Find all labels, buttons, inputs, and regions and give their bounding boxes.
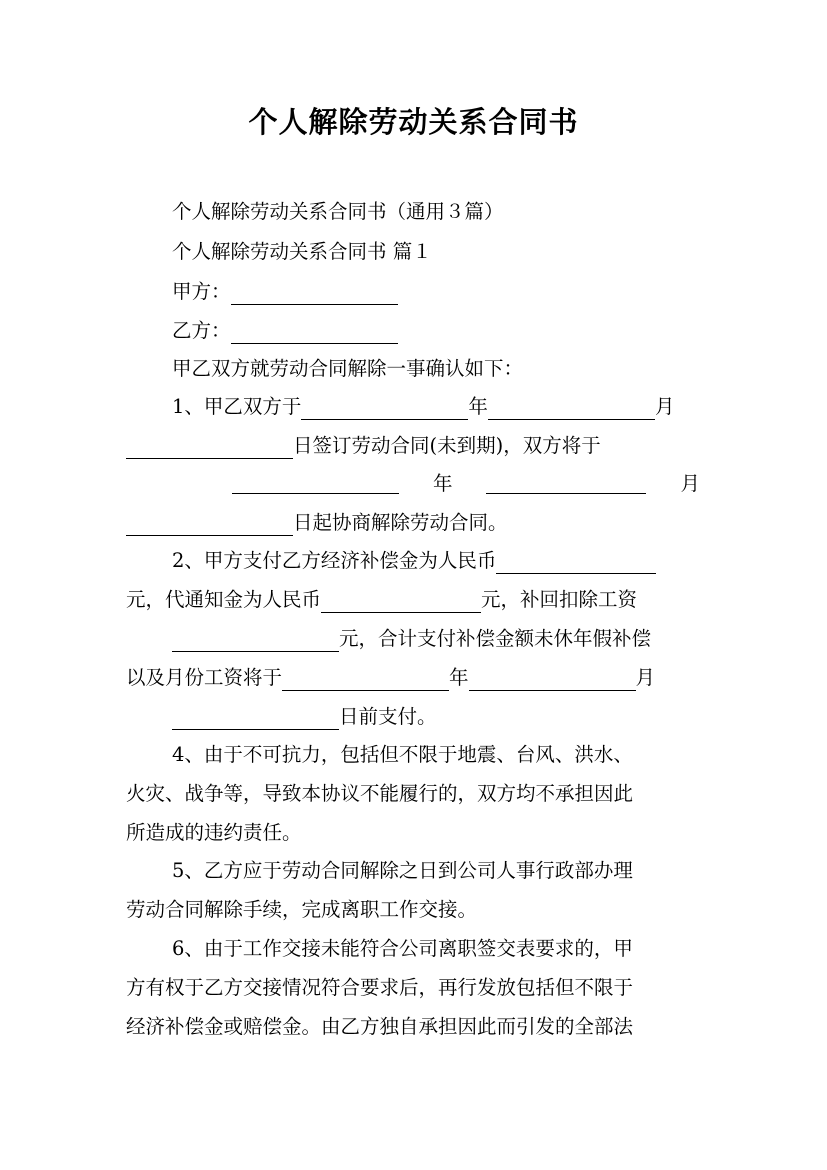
- text: 年: [449, 666, 469, 689]
- clause-5-line-1: [172, 858, 633, 884]
- text: 个人解除劳动关系合同书 篇１: [172, 240, 432, 263]
- text: 火灾、战争等，导致本协议不能履行的，双方均不承担因此: [126, 782, 634, 805]
- clause-2-line-5: [172, 704, 437, 730]
- blank: [282, 668, 449, 691]
- clause-6-line-3: [126, 1014, 633, 1040]
- clause-5-line-2: [126, 897, 477, 923]
- clause-6-line-1: [172, 936, 633, 962]
- clause-2-line-3: [172, 626, 651, 652]
- text: 个人解除劳动关系合同书（通用３篇）: [172, 200, 504, 223]
- blank: [126, 436, 293, 459]
- blank: [172, 707, 339, 730]
- party-b-line: [172, 318, 398, 344]
- blank: [469, 668, 636, 691]
- clause-1-line-1: [172, 394, 674, 420]
- text: 方有权于乙方交接情况符合要求后，再行发放包括但不限于: [126, 976, 634, 999]
- text: 4、由于不可抗力，包括但不限于地震、台风、洪水、: [172, 743, 633, 766]
- text: 经济补偿金或赔偿金。由乙方独自承担因此而引发的全部法: [126, 1015, 634, 1038]
- text: 元，合计支付补偿金额未休年假补偿: [339, 627, 652, 650]
- text: 劳动合同解除手续，完成离职工作交接。: [126, 898, 478, 921]
- clause-1-line-4: [126, 510, 508, 536]
- clause-1-line-3: [232, 471, 700, 497]
- clause-6-line-2: [126, 975, 633, 1001]
- blank: [486, 471, 646, 494]
- party-a-label: 甲方：: [172, 280, 231, 303]
- text: 6、由于工作交接未能符合公司离职签交表要求的，甲: [172, 937, 633, 960]
- section-heading: [172, 239, 432, 265]
- text: 元，代通知金为人民币: [126, 588, 322, 611]
- text: 2、甲方支付乙方经济补偿金为人民币: [172, 549, 497, 572]
- party-a-blank: [231, 282, 398, 305]
- clause-4-line-3: [126, 820, 302, 846]
- clause-2-line-4: [126, 665, 655, 691]
- clause-4-line-1: [172, 742, 633, 768]
- party-a-line: [172, 279, 398, 305]
- blank: [232, 471, 399, 494]
- text: 日起协商解除劳动合同。: [293, 511, 508, 534]
- text: 月: [680, 472, 700, 495]
- text: 日签订劳动合同(未到期)，双方将于: [293, 434, 601, 457]
- text: 月: [654, 395, 675, 418]
- intro-line: [172, 356, 523, 382]
- party-b-blank: [231, 321, 398, 344]
- text: 1、甲乙双方于: [172, 395, 302, 418]
- text: 5、乙方应于劳动合同解除之日到公司人事行政部办理: [172, 859, 633, 882]
- text: 甲乙双方就劳动合同解除一事确认如下：: [172, 357, 524, 380]
- blank: [126, 513, 293, 536]
- clause-2-line-2: [126, 587, 637, 613]
- text: 年: [468, 395, 488, 418]
- clause-4-line-2: [126, 781, 633, 807]
- blank: [321, 590, 481, 613]
- text: 月: [635, 666, 656, 689]
- subtitle-line: [172, 199, 504, 225]
- text: 以及月份工资将于: [126, 666, 283, 689]
- blank: [488, 397, 655, 420]
- text: 元，补回扣除工资: [481, 588, 638, 611]
- text: 年: [432, 472, 453, 495]
- text: 所造成的违约责任。: [126, 821, 302, 844]
- clause-2-line-1: [172, 548, 656, 574]
- clause-1-line-2: [126, 433, 601, 459]
- blank: [172, 629, 339, 652]
- text: 日前支付。: [339, 705, 437, 728]
- party-b-label: 乙方：: [172, 319, 231, 342]
- blank: [496, 551, 656, 574]
- document-title: 个人解除劳动关系合同书: [248, 105, 579, 139]
- blank: [301, 397, 468, 420]
